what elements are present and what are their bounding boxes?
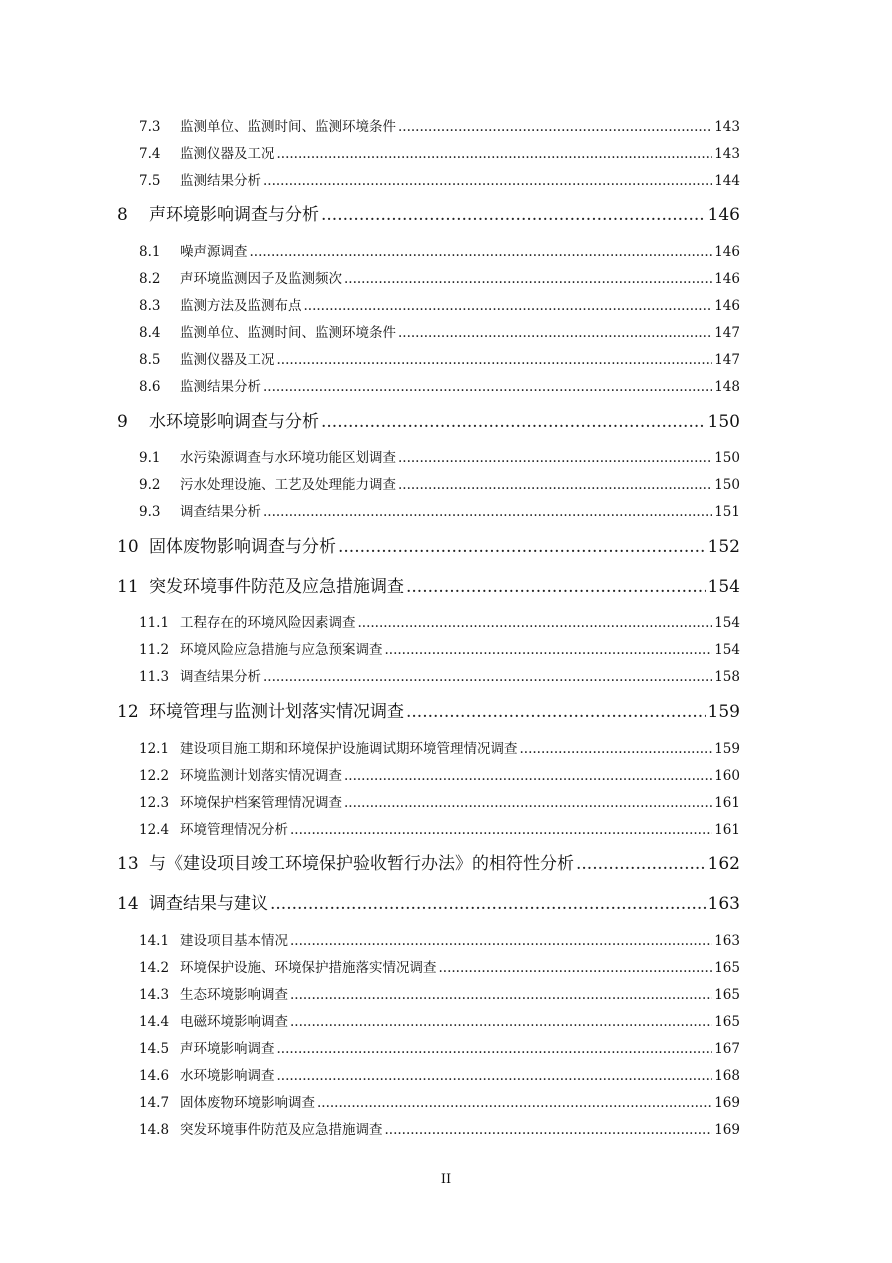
toc-chapter-page: 146: [707, 205, 740, 225]
toc-entry-title: 监测单位、监测时间、监测环境条件: [180, 325, 396, 341]
dot-leader: [277, 1068, 713, 1084]
dot-leader: [317, 1095, 712, 1111]
page-number: II: [440, 1172, 452, 1187]
toc-entry-number: 9.3: [139, 504, 161, 520]
dot-leader: [406, 577, 706, 597]
toc-entry-page: 146: [714, 271, 740, 287]
toc-chapter-title: 调查结果与建议: [149, 894, 268, 914]
toc-chapter-page: 154: [707, 577, 740, 597]
toc-entry-page: 151: [714, 504, 740, 520]
dot-leader: [439, 960, 713, 976]
toc-entry-page: 165: [714, 987, 740, 1003]
toc-chapter-number: 10: [117, 537, 139, 557]
dot-leader: [290, 1014, 712, 1030]
toc-entry-title: 环境监测计划落实情况调查: [180, 768, 342, 784]
toc-chapter-title: 环境管理与监测计划落实情况调查: [149, 702, 404, 722]
dot-leader: [270, 894, 706, 914]
toc-entry-page: 143: [714, 146, 740, 162]
toc-entry[interactable]: [139, 473, 740, 493]
toc-entry[interactable]: [139, 294, 740, 314]
toc-entry-page: 143: [714, 119, 740, 135]
toc-entry-number: 14.3: [139, 987, 170, 1003]
toc-chapter-page: 150: [707, 412, 740, 432]
toc-entry-title: 监测方法及监测布点: [180, 298, 302, 314]
toc-entry[interactable]: [139, 791, 740, 811]
toc-entry[interactable]: [139, 348, 740, 368]
toc-chapter[interactable]: [117, 889, 740, 914]
toc-entry[interactable]: [139, 375, 740, 395]
toc-entry-title: 生态环境影响调查: [180, 987, 288, 1003]
toc-entry-number: 14.1: [139, 933, 170, 949]
toc-entry-title: 固体废物环境影响调查: [180, 1095, 315, 1111]
dot-leader: [321, 412, 706, 432]
toc-entry-number: 8.6: [139, 379, 161, 395]
dot-leader: [344, 271, 712, 287]
toc-entry-number: 9.1: [139, 450, 161, 466]
dot-leader: [263, 173, 712, 189]
dot-leader: [520, 741, 713, 757]
toc-chapter[interactable]: [117, 572, 740, 597]
toc-entry[interactable]: [139, 665, 740, 685]
toc-chapter-title: 与《建设项目竣工环境保护验收暂行办法》的相符性分析: [149, 854, 574, 874]
toc-entry-page: 148: [714, 379, 740, 395]
toc-entry[interactable]: [139, 1091, 740, 1111]
toc-entry-number: 8.2: [139, 271, 161, 287]
toc-chapter-title: 突发环境事件防范及应急措施调查: [149, 577, 404, 597]
toc-entry-page: 154: [714, 642, 740, 658]
toc-entry-page: 169: [714, 1122, 740, 1138]
toc-entry[interactable]: [139, 956, 740, 976]
toc-entry-title: 建设项目施工期和环境保护设施调试期环境管理情况调查: [180, 741, 518, 757]
toc-entry-title: 电磁环境影响调查: [180, 1014, 288, 1030]
toc-entry-page: 168: [714, 1068, 740, 1084]
toc-entry[interactable]: [139, 818, 740, 838]
toc-entry[interactable]: [139, 638, 740, 658]
toc-entry-page: 163: [714, 933, 740, 949]
toc-entry-number: 7.3: [139, 119, 161, 135]
dot-leader: [576, 854, 706, 874]
toc-entry-page: 165: [714, 1014, 740, 1030]
toc-chapter-number: 11: [117, 577, 139, 597]
toc-entry-number: 11.3: [139, 669, 170, 685]
dot-leader: [398, 119, 712, 135]
toc-entry-number: 14.8: [139, 1122, 170, 1138]
dot-leader: [250, 244, 713, 260]
toc-entry-page: 146: [714, 244, 740, 260]
toc-chapter[interactable]: [117, 407, 740, 432]
toc-entry[interactable]: [139, 1010, 740, 1030]
toc-chapter-title: 固体废物影响调查与分析: [149, 537, 336, 557]
toc-entry-title: 监测结果分析: [180, 379, 261, 395]
dot-leader: [398, 477, 712, 493]
dot-leader: [338, 537, 706, 557]
toc-entry-number: 12.4: [139, 822, 170, 838]
toc-entry[interactable]: [139, 611, 740, 631]
dot-leader: [277, 146, 713, 162]
toc-entry[interactable]: [139, 240, 740, 260]
dot-leader: [290, 933, 712, 949]
toc-entry-number: 8.5: [139, 352, 161, 368]
toc-entry-title: 环境保护设施、环境保护措施落实情况调查: [180, 960, 437, 976]
dot-leader: [290, 822, 712, 838]
toc-entry-title: 调查结果分析: [180, 504, 261, 520]
toc-chapter[interactable]: [117, 532, 740, 557]
toc-entry-page: 150: [714, 477, 740, 493]
toc-entry-page: 159: [714, 741, 740, 757]
toc-entry-page: 167: [714, 1041, 740, 1057]
toc-entry-page: 147: [714, 352, 740, 368]
toc-entry-number: 12.2: [139, 768, 170, 784]
toc-entry-title: 水污染源调查与水环境功能区划调查: [180, 450, 396, 466]
toc-entry[interactable]: [139, 929, 740, 949]
toc-entry[interactable]: [139, 1064, 740, 1084]
toc-entry-number: 14.2: [139, 960, 170, 976]
toc-entry-page: 160: [714, 768, 740, 784]
toc-entry[interactable]: [139, 446, 740, 466]
toc-chapter[interactable]: [117, 200, 740, 225]
toc-entry[interactable]: [139, 1037, 740, 1057]
dot-leader: [263, 504, 712, 520]
toc-entry-number: 14.4: [139, 1014, 170, 1030]
dot-leader: [263, 669, 712, 685]
toc-entry-title: 突发环境事件防范及应急措施调查: [180, 1122, 383, 1138]
toc-entry[interactable]: [139, 983, 740, 1003]
toc-chapter-number: 12: [117, 702, 139, 722]
toc-entry-number: 9.2: [139, 477, 161, 493]
toc-entry[interactable]: [139, 1118, 740, 1138]
toc-entry-page: 165: [714, 960, 740, 976]
toc-entry-title: 声环境影响调查: [180, 1041, 275, 1057]
toc-entry[interactable]: [139, 142, 740, 162]
toc-entry-title: 建设项目基本情况: [180, 933, 288, 949]
toc-entry-title: 监测结果分析: [180, 173, 261, 189]
toc-entry-page: 169: [714, 1095, 740, 1111]
toc-entry-number: 14.6: [139, 1068, 170, 1084]
toc-entry-number: 7.5: [139, 173, 161, 189]
toc-entry-page: 146: [714, 298, 740, 314]
dot-leader: [290, 987, 712, 1003]
dot-leader: [344, 795, 712, 811]
toc-entry-title: 环境管理情况分析: [180, 822, 288, 838]
toc-chapter-number: 9: [117, 412, 128, 432]
toc-entry-page: 161: [714, 822, 740, 838]
toc-chapter-page: 152: [707, 537, 740, 557]
toc-entry-number: 11.1: [139, 615, 170, 631]
toc-entry-title: 监测仪器及工况: [180, 146, 275, 162]
dot-leader: [263, 379, 712, 395]
dot-leader: [358, 615, 713, 631]
dot-leader: [385, 1122, 713, 1138]
toc-entry-number: 8.3: [139, 298, 161, 314]
toc-entry-number: 8.4: [139, 325, 161, 341]
toc-entry-title: 监测单位、监测时间、监测环境条件: [180, 119, 396, 135]
toc-entry[interactable]: [139, 169, 740, 189]
toc-entry[interactable]: [139, 115, 740, 135]
toc-chapter-title: 水环境影响调查与分析: [149, 412, 319, 432]
toc-entry-title: 噪声源调查: [180, 244, 248, 260]
toc-chapter-number: 8: [117, 205, 128, 225]
toc-chapter[interactable]: [117, 697, 740, 722]
toc-entry-number: 14.7: [139, 1095, 170, 1111]
toc-entry-title: 环境保护档案管理情况调查: [180, 795, 342, 811]
toc-chapter-number: 14: [117, 894, 139, 914]
toc-entry-page: 147: [714, 325, 740, 341]
dot-leader: [385, 642, 713, 658]
dot-leader: [406, 702, 706, 722]
toc-entry-title: 监测仪器及工况: [180, 352, 275, 368]
toc-chapter-title: 声环境影响调查与分析: [149, 205, 319, 225]
toc-entry-number: 11.2: [139, 642, 170, 658]
toc-entry-page: 161: [714, 795, 740, 811]
dot-leader: [344, 768, 712, 784]
toc-entry[interactable]: [139, 321, 740, 341]
toc-entry[interactable]: [139, 500, 740, 520]
dot-leader: [398, 450, 712, 466]
dot-leader: [304, 298, 713, 314]
toc-entry-title: 工程存在的环境风险因素调查: [180, 615, 356, 631]
dot-leader: [321, 205, 706, 225]
toc-entry-title: 污水处理设施、工艺及处理能力调查: [180, 477, 396, 493]
dot-leader: [277, 1041, 713, 1057]
toc-entry-number: 14.5: [139, 1041, 170, 1057]
toc-entry[interactable]: [139, 737, 740, 757]
toc-entry-number: 8.1: [139, 244, 161, 260]
toc-chapter-page: 163: [707, 894, 740, 914]
toc-entry-page: 144: [714, 173, 740, 189]
dot-leader: [277, 352, 713, 368]
toc-entry-page: 154: [714, 615, 740, 631]
toc-entry-page: 158: [714, 669, 740, 685]
toc-chapter[interactable]: [117, 849, 740, 874]
toc-chapter-page: 159: [707, 702, 740, 722]
toc-chapter-number: 13: [117, 854, 139, 874]
toc-entry-title: 水环境影响调查: [180, 1068, 275, 1084]
toc-entry-title: 声环境监测因子及监测频次: [180, 271, 342, 287]
dot-leader: [398, 325, 712, 341]
toc-entry[interactable]: [139, 267, 740, 287]
toc-entry[interactable]: [139, 764, 740, 784]
toc-entry-number: 7.4: [139, 146, 161, 162]
toc-entry-title: 调查结果分析: [180, 669, 261, 685]
toc-entry-title: 环境风险应急措施与应急预案调查: [180, 642, 383, 658]
toc-entry-number: 12.1: [139, 741, 170, 757]
toc-entry-page: 150: [714, 450, 740, 466]
toc-entry-number: 12.3: [139, 795, 170, 811]
toc-chapter-page: 162: [707, 854, 740, 874]
